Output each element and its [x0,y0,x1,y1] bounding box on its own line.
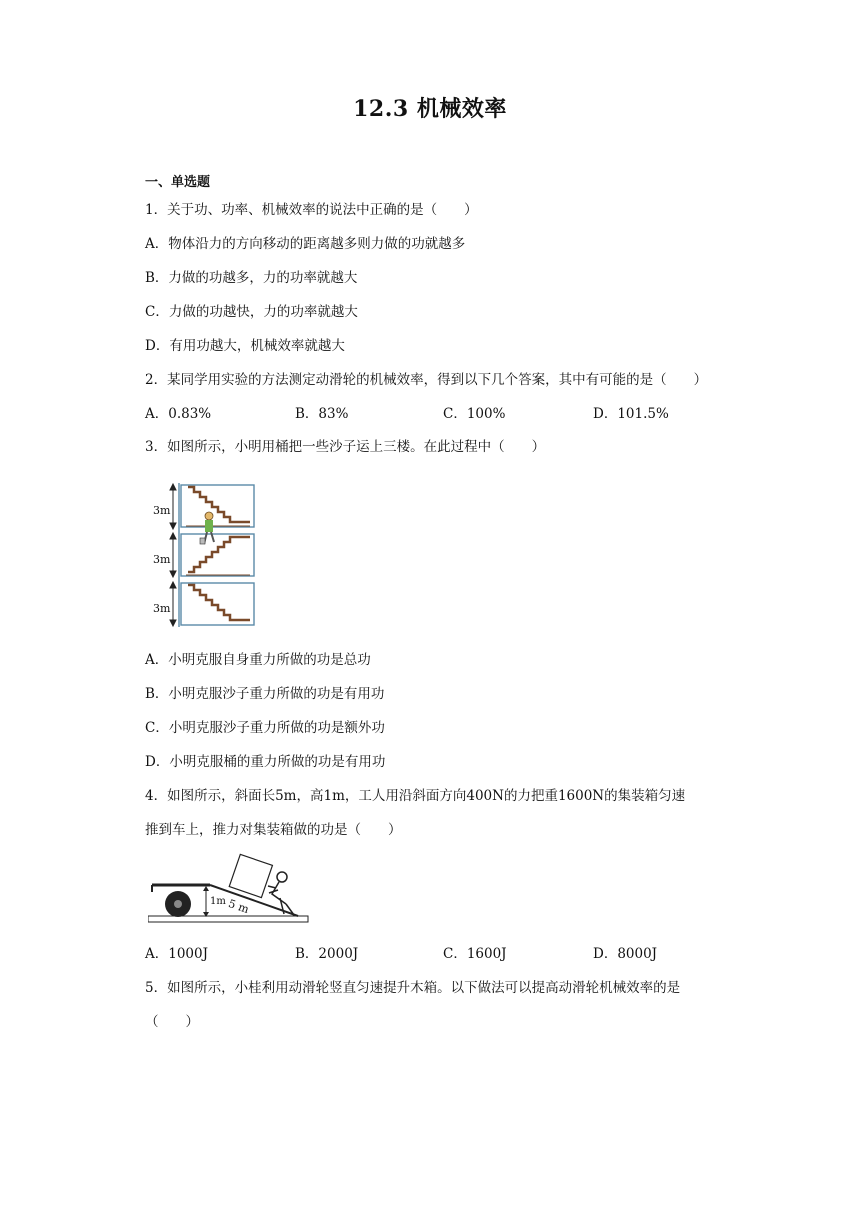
q5-stem-line2: （ ） [145,1014,199,1030]
q4-option-a: A．1000J [145,946,209,962]
q2-stem: 2．某同学用实验的方法测定动滑轮的机械效率，得到以下几个答案，其中有可能的是（ ） [145,372,708,388]
q1-option-a: A．物体沿力的方向移动的距离越多则力做的功就越多 [145,236,466,252]
q4-option-c: C．1600J [443,946,507,962]
q3-stem: 3．如图所示，小明用桶把一些沙子运上三楼。在此过程中（ ） [145,439,546,455]
q4-option-d: D．8000J [593,946,658,962]
q4-option-b: B．2000J [295,946,359,962]
q2-option-d: D．101.5% [593,406,669,422]
q1-option-c: C．力做的功越快，力的功率就越大 [145,304,358,320]
stairs-label-bottom: 3m [153,602,171,615]
q3-option-b: B．小明克服沙子重力所做的功是有用功 [145,686,385,702]
section-heading: 一、单选题 [145,175,211,190]
incline-label-height: 1m [210,896,226,907]
q1-option-d: D．有用功越大，机械效率就越大 [145,338,345,354]
q3-option-a: A．小明克服自身重力所做的功是总功 [145,652,371,668]
q3-option-c: C．小明克服沙子重力所做的功是额外功 [145,720,385,736]
stairs-label-middle: 3m [153,553,171,566]
q4-stem-line1: 4．如图所示，斜面长5m，高1m，工人用沿斜面方向400N的力把重1600N的集装箱匀速 [145,788,686,804]
q1-stem: 1．关于功、功率、机械效率的说法中正确的是（ ） [145,202,478,218]
incline-label-length: 5 m [226,896,251,917]
incline-figure [148,852,310,928]
q5-stem-line1: 5．如图所示，小桂利用动滑轮竖直匀速提升木箱。以下做法可以提高动滑轮机械效率的是 [145,980,681,996]
q2-option-a: A．0.83% [145,406,212,422]
q1-option-b: B．力做的功越多，力的功率就越大 [145,270,358,286]
q3-option-d: D．小明克服桶的重力所做的功是有用功 [145,754,386,770]
page-title: 12.3 机械效率 [353,96,507,122]
q2-option-b: B．83% [295,406,349,422]
q4-stem-line2: 推到车上，推力对集装箱做的功是（ ） [145,822,402,838]
person-icon [200,512,214,544]
q2-option-c: C．100% [443,406,506,422]
worker-icon [268,872,294,915]
stairs-label-top: 3m [153,504,171,517]
